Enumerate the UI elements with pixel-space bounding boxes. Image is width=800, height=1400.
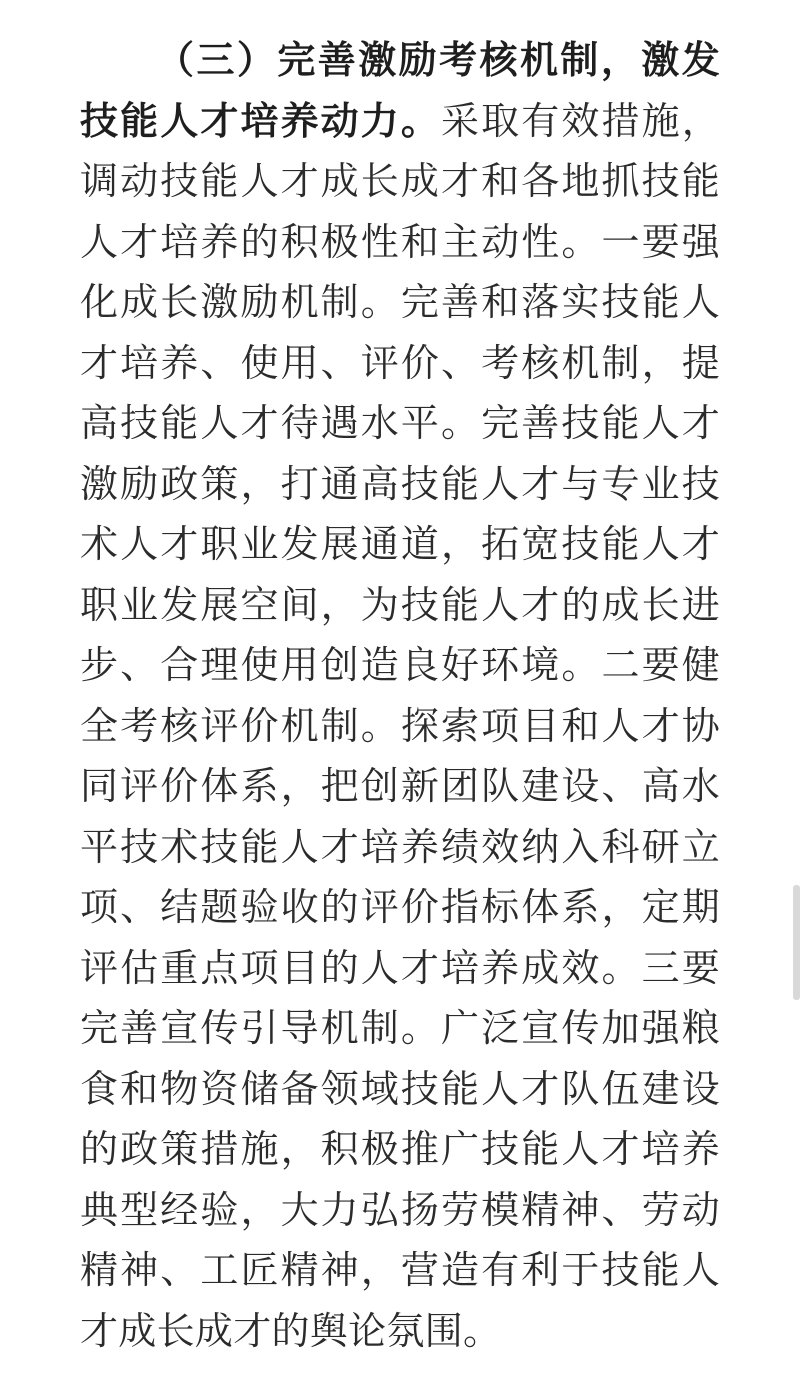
paragraph-text: 采取有效措施，调动技能人才成长成才和各地抓技能人才培养的积极性和主动性。一要强化成长激励机制。完善和落实技能人才培养、使用、评价、考核机制，提高技能人才待遇水平。完善技能人才激励政策，打通高技能人才与专业技术人才职业发展通道，拓宽技能人才职业发展空间，为技能人才的成长进步、合理使用创造良好环境。二要健全考核评价机制。探索项目和人才协同评价体系，把创新团队建设、高水平技术技能人才培养绩效纳入科研立项、结题验收的评价指标体系，定期评估重点项目的人才培养成效。三要完善宣传引导机制。广泛宣传加强粮食和物资储备领域技能人才队伍建设的政策措施，积极推广技能人才培养典型经验，大力弘扬劳模精神、劳动精神、工匠精神，营造有利于技能人才成长成才的舆论氛围。 <box>80 98 720 1353</box>
article-body <box>80 30 720 1361</box>
section-heading: （三）完善激励考核机制，激发技能人才培养动力。 <box>80 38 720 143</box>
scrollbar[interactable] <box>793 885 800 1000</box>
paragraph <box>80 30 720 1361</box>
